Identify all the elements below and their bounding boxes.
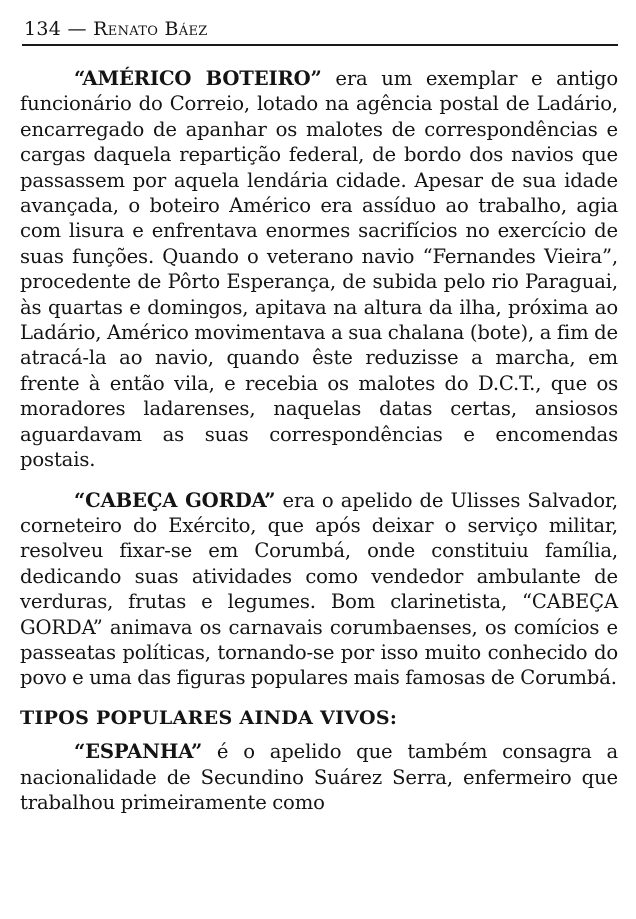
paragraph-lead: “ESPANHA”: [74, 740, 203, 764]
heading-gap: [20, 731, 618, 739]
section-heading: TIPOS POPULARES AINDA VIVOS:: [20, 706, 398, 729]
paragraph-text: é o apelido que também consagra a nacionalidade de Secundino Suárez Serra, enfermeiro que trabalhou primeiramente como: [20, 740, 618, 814]
header-separator: —: [67, 18, 87, 40]
paragraph-text: era um exemplar e antigo funcionário do Correio, lotado na agência postal de Ladário, encarregado de apanhar os malotes de correspondências e cargas daquela repartição federal, de bordo dos navios que passassem por aquela lendária cidade. Apesar de sua idade avançada, o boteiro Américo era assíduo ao trabalho, agia com lisura e enfrentava enormes sacrifícios no exercício de suas funções. Quando o veterano navio “Fernandes Vieira”, procedente de Pôrto Esperança, de subida pelo rio Paraguai, às quartas e domingos, apitava na altura da ilha, próxima ao Ladário, Américo movimentava a sua chalana (bote), a fim de atracá-la ao navio, quando êste reduzisse a marcha, em frente à então vila, e recebia os malotes do D.C.T., que os moradores ladarenses, naquelas datas certas, ansiosos aguardavam as suas correspondências e encomendas postais.: [20, 67, 618, 472]
paragraph-americo-boteiro: [20, 66, 618, 473]
paragraph-lead: “AMÉRICO BOTEIRO”: [74, 67, 322, 90]
header-text: [24, 18, 208, 40]
paragraph-lead: “CABEÇA GORDA”: [74, 488, 276, 512]
paragraph-cabeca-gorda: [20, 488, 618, 691]
running-header: [22, 12, 618, 46]
header-author: Renato Báez: [93, 18, 208, 40]
page-number: 134: [24, 18, 62, 40]
paragraph-gap: [20, 691, 618, 706]
page-body: [20, 66, 618, 815]
paragraph-gap: [20, 473, 618, 488]
paragraph-text: era o apelido de Ulisses Salvador, corneteiro do Exército, que após deixar o serviço militar, resolveu fixar-se em Corumbá, onde constituiu família, dedicando suas atividades como vendedor ambulante de verduras, frutas e legumes. Bom clarinetista, “CABEÇA GORDA” animava os carnavais corumbaenses, os comícios e passeatas políticas, tornando-se por isso muito conhecido do povo e uma das figuras populares mais famosas de Corumbá.: [20, 488, 618, 690]
paragraph-espanha: [20, 739, 618, 815]
